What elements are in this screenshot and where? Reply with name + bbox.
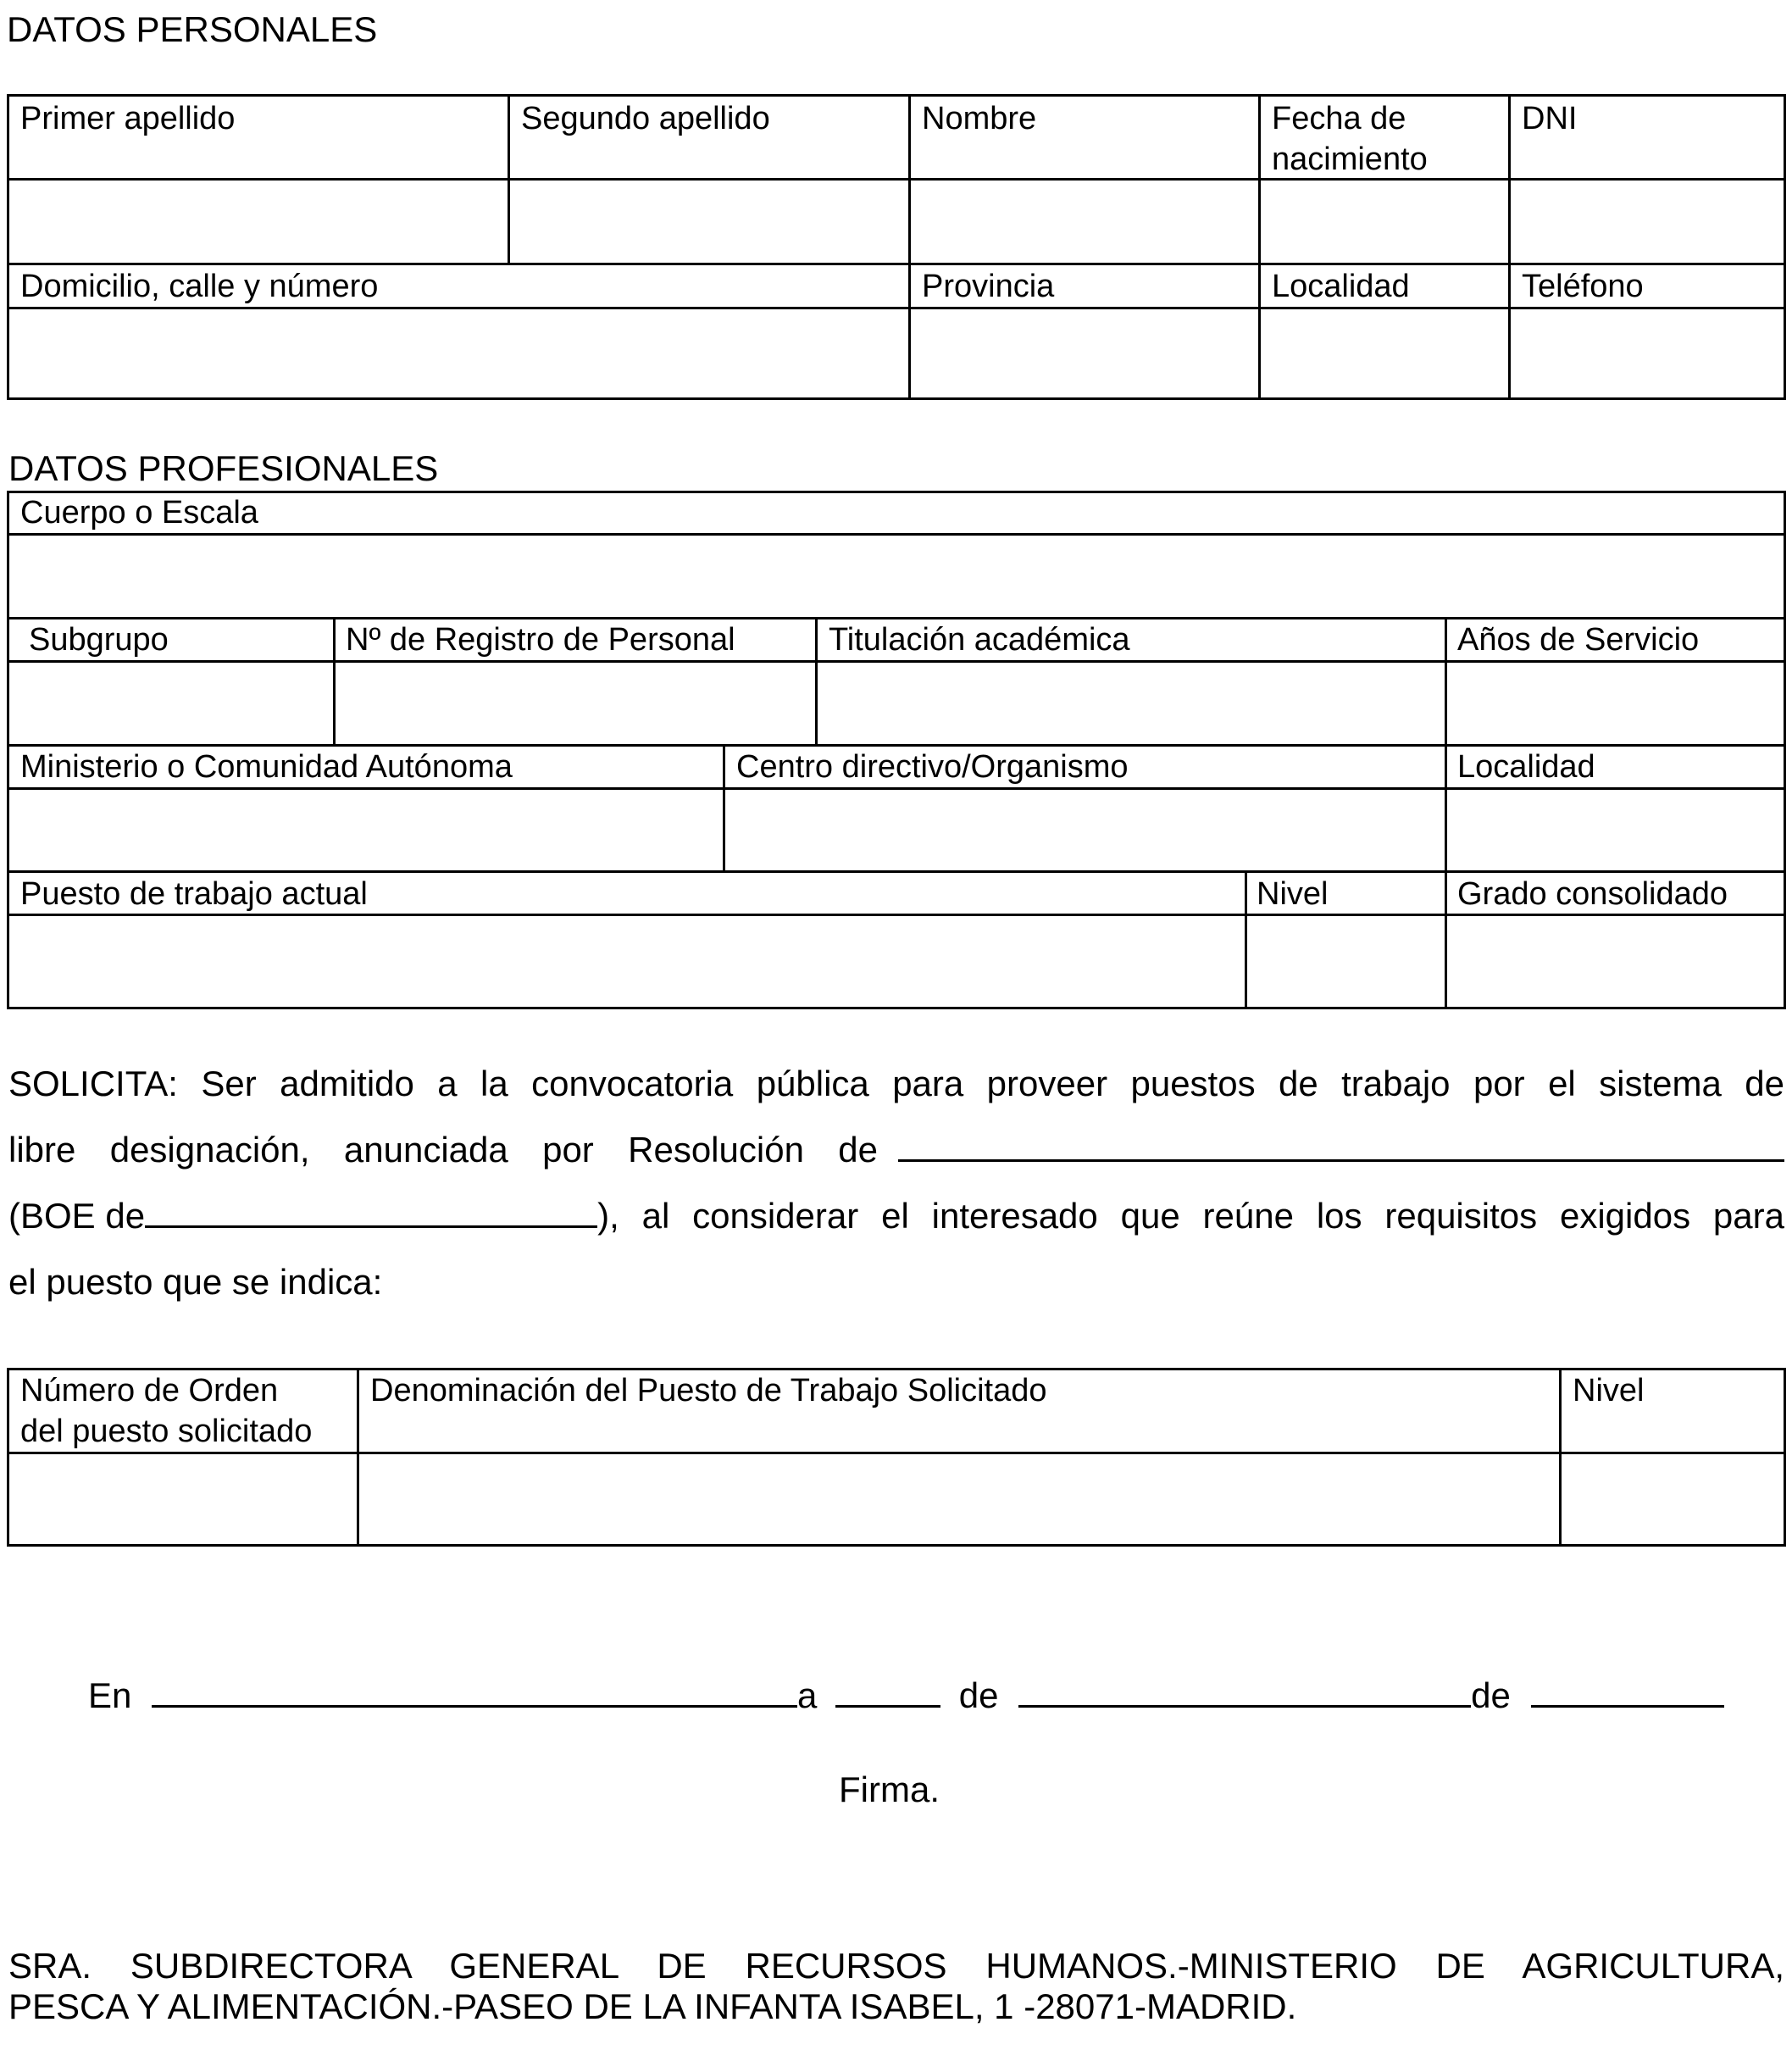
date-a: a — [797, 1675, 818, 1715]
label-numero-orden-1: Número de Orden — [20, 1373, 279, 1408]
month-blank[interactable] — [1018, 1675, 1471, 1708]
solicita-paragraph — [8, 1051, 1784, 1315]
label-primer-apellido: Primer apellido — [20, 101, 236, 136]
label-localidad: Localidad — [1272, 269, 1410, 304]
label-registro: Nº de Registro de Personal — [346, 622, 735, 658]
field-numero-orden[interactable] — [9, 1454, 357, 1544]
label-provincia: Provincia — [922, 269, 1055, 304]
address-line-2: PESCA Y ALIMENTACIÓN.-PASEO DE LA INFANTA ISABEL, 1 -28071-MADRID. — [8, 1986, 1297, 2026]
label-puesto-actual: Puesto de trabajo actual — [20, 876, 368, 912]
field-centro-directivo[interactable] — [725, 790, 1445, 870]
solicita-line-4: el puesto que se indica: — [8, 1262, 383, 1302]
field-puesto-actual[interactable] — [9, 916, 1245, 1007]
field-segundo-apellido[interactable] — [510, 181, 908, 263]
boe-suffix: ), al considerar el interesado que reúne los requisitos exigidos para — [597, 1196, 1784, 1236]
field-registro[interactable] — [336, 663, 815, 744]
place-blank[interactable] — [152, 1675, 797, 1708]
field-cuerpo[interactable] — [9, 536, 1784, 617]
field-fecha-nacimiento[interactable] — [1261, 181, 1508, 263]
label-fecha-nacimiento-2: nacimiento — [1272, 142, 1428, 177]
label-nivel-solicitado: Nivel — [1573, 1373, 1645, 1408]
field-anos-servicio[interactable] — [1447, 663, 1784, 744]
solicita-line-2-text: libre designación, anunciada por Resolución de — [8, 1130, 878, 1169]
label-ministerio: Ministerio o Comunidad Autónoma — [20, 749, 513, 785]
field-domicilio[interactable] — [9, 309, 908, 397]
label-grado-consolidado: Grado consolidado — [1457, 876, 1728, 912]
firma-label: Firma. — [839, 1769, 940, 1809]
field-provincia[interactable] — [911, 309, 1258, 397]
label-numero-orden-2: del puesto solicitado — [20, 1414, 313, 1449]
solicita-line-2 — [8, 1117, 1784, 1183]
label-anos-servicio: Años de Servicio — [1457, 622, 1700, 658]
date-en: En — [88, 1675, 132, 1715]
field-subgrupo[interactable] — [9, 663, 333, 744]
label-nombre: Nombre — [922, 101, 1037, 136]
field-localidad-prof[interactable] — [1447, 790, 1784, 870]
label-telefono: Teléfono — [1522, 269, 1644, 304]
day-blank[interactable] — [835, 1675, 940, 1708]
label-centro-directivo: Centro directivo/Organismo — [736, 749, 1129, 785]
professional-heading: DATOS PROFESIONALES — [8, 448, 439, 488]
field-denominacion[interactable] — [359, 1454, 1559, 1544]
field-titulacion[interactable] — [818, 663, 1445, 744]
solicita-line-3 — [8, 1183, 1784, 1249]
boe-date-blank[interactable] — [145, 1197, 597, 1228]
year-blank[interactable] — [1531, 1675, 1724, 1708]
address-block — [8, 1946, 1784, 2027]
field-localidad[interactable] — [1261, 309, 1508, 397]
date-de-2: de — [1471, 1675, 1511, 1715]
date-de-1: de — [958, 1675, 999, 1715]
label-denominacion: Denominación del Puesto de Trabajo Solicitado — [370, 1373, 1047, 1408]
label-nivel: Nivel — [1257, 876, 1329, 912]
label-localidad-prof: Localidad — [1457, 749, 1595, 785]
label-segundo-apellido: Segundo apellido — [521, 101, 770, 136]
label-cuerpo: Cuerpo o Escala — [20, 495, 258, 531]
personal-heading: DATOS PERSONALES — [7, 9, 378, 49]
field-nivel-solicitado[interactable] — [1562, 1454, 1784, 1544]
label-titulacion: Titulación académica — [829, 622, 1130, 658]
field-ministerio[interactable] — [9, 790, 723, 870]
solicita-line-1: SOLICITA: Ser admitido a la convocatoria pública para proveer puestos de trabajo por el sistema de — [8, 1064, 1784, 1103]
field-primer-apellido[interactable] — [9, 181, 508, 263]
boe-prefix: (BOE de — [8, 1196, 146, 1236]
field-dni[interactable] — [1511, 181, 1784, 263]
resolucion-blank[interactable] — [898, 1131, 1784, 1162]
label-domicilio: Domicilio, calle y número — [20, 269, 379, 304]
address-line-1: SRA. SUBDIRECTORA GENERAL DE RECURSOS HUMANOS.-MINISTERIO DE AGRICULTURA, — [8, 1946, 1784, 1986]
label-subgrupo: Subgrupo — [29, 622, 169, 658]
field-nombre[interactable] — [911, 181, 1258, 263]
field-nivel[interactable] — [1247, 916, 1445, 1007]
field-telefono[interactable] — [1511, 309, 1784, 397]
label-dni: DNI — [1522, 101, 1578, 136]
label-fecha-nacimiento-1: Fecha de — [1272, 101, 1406, 136]
date-line — [88, 1675, 1724, 1716]
field-grado-consolidado[interactable] — [1447, 916, 1784, 1007]
